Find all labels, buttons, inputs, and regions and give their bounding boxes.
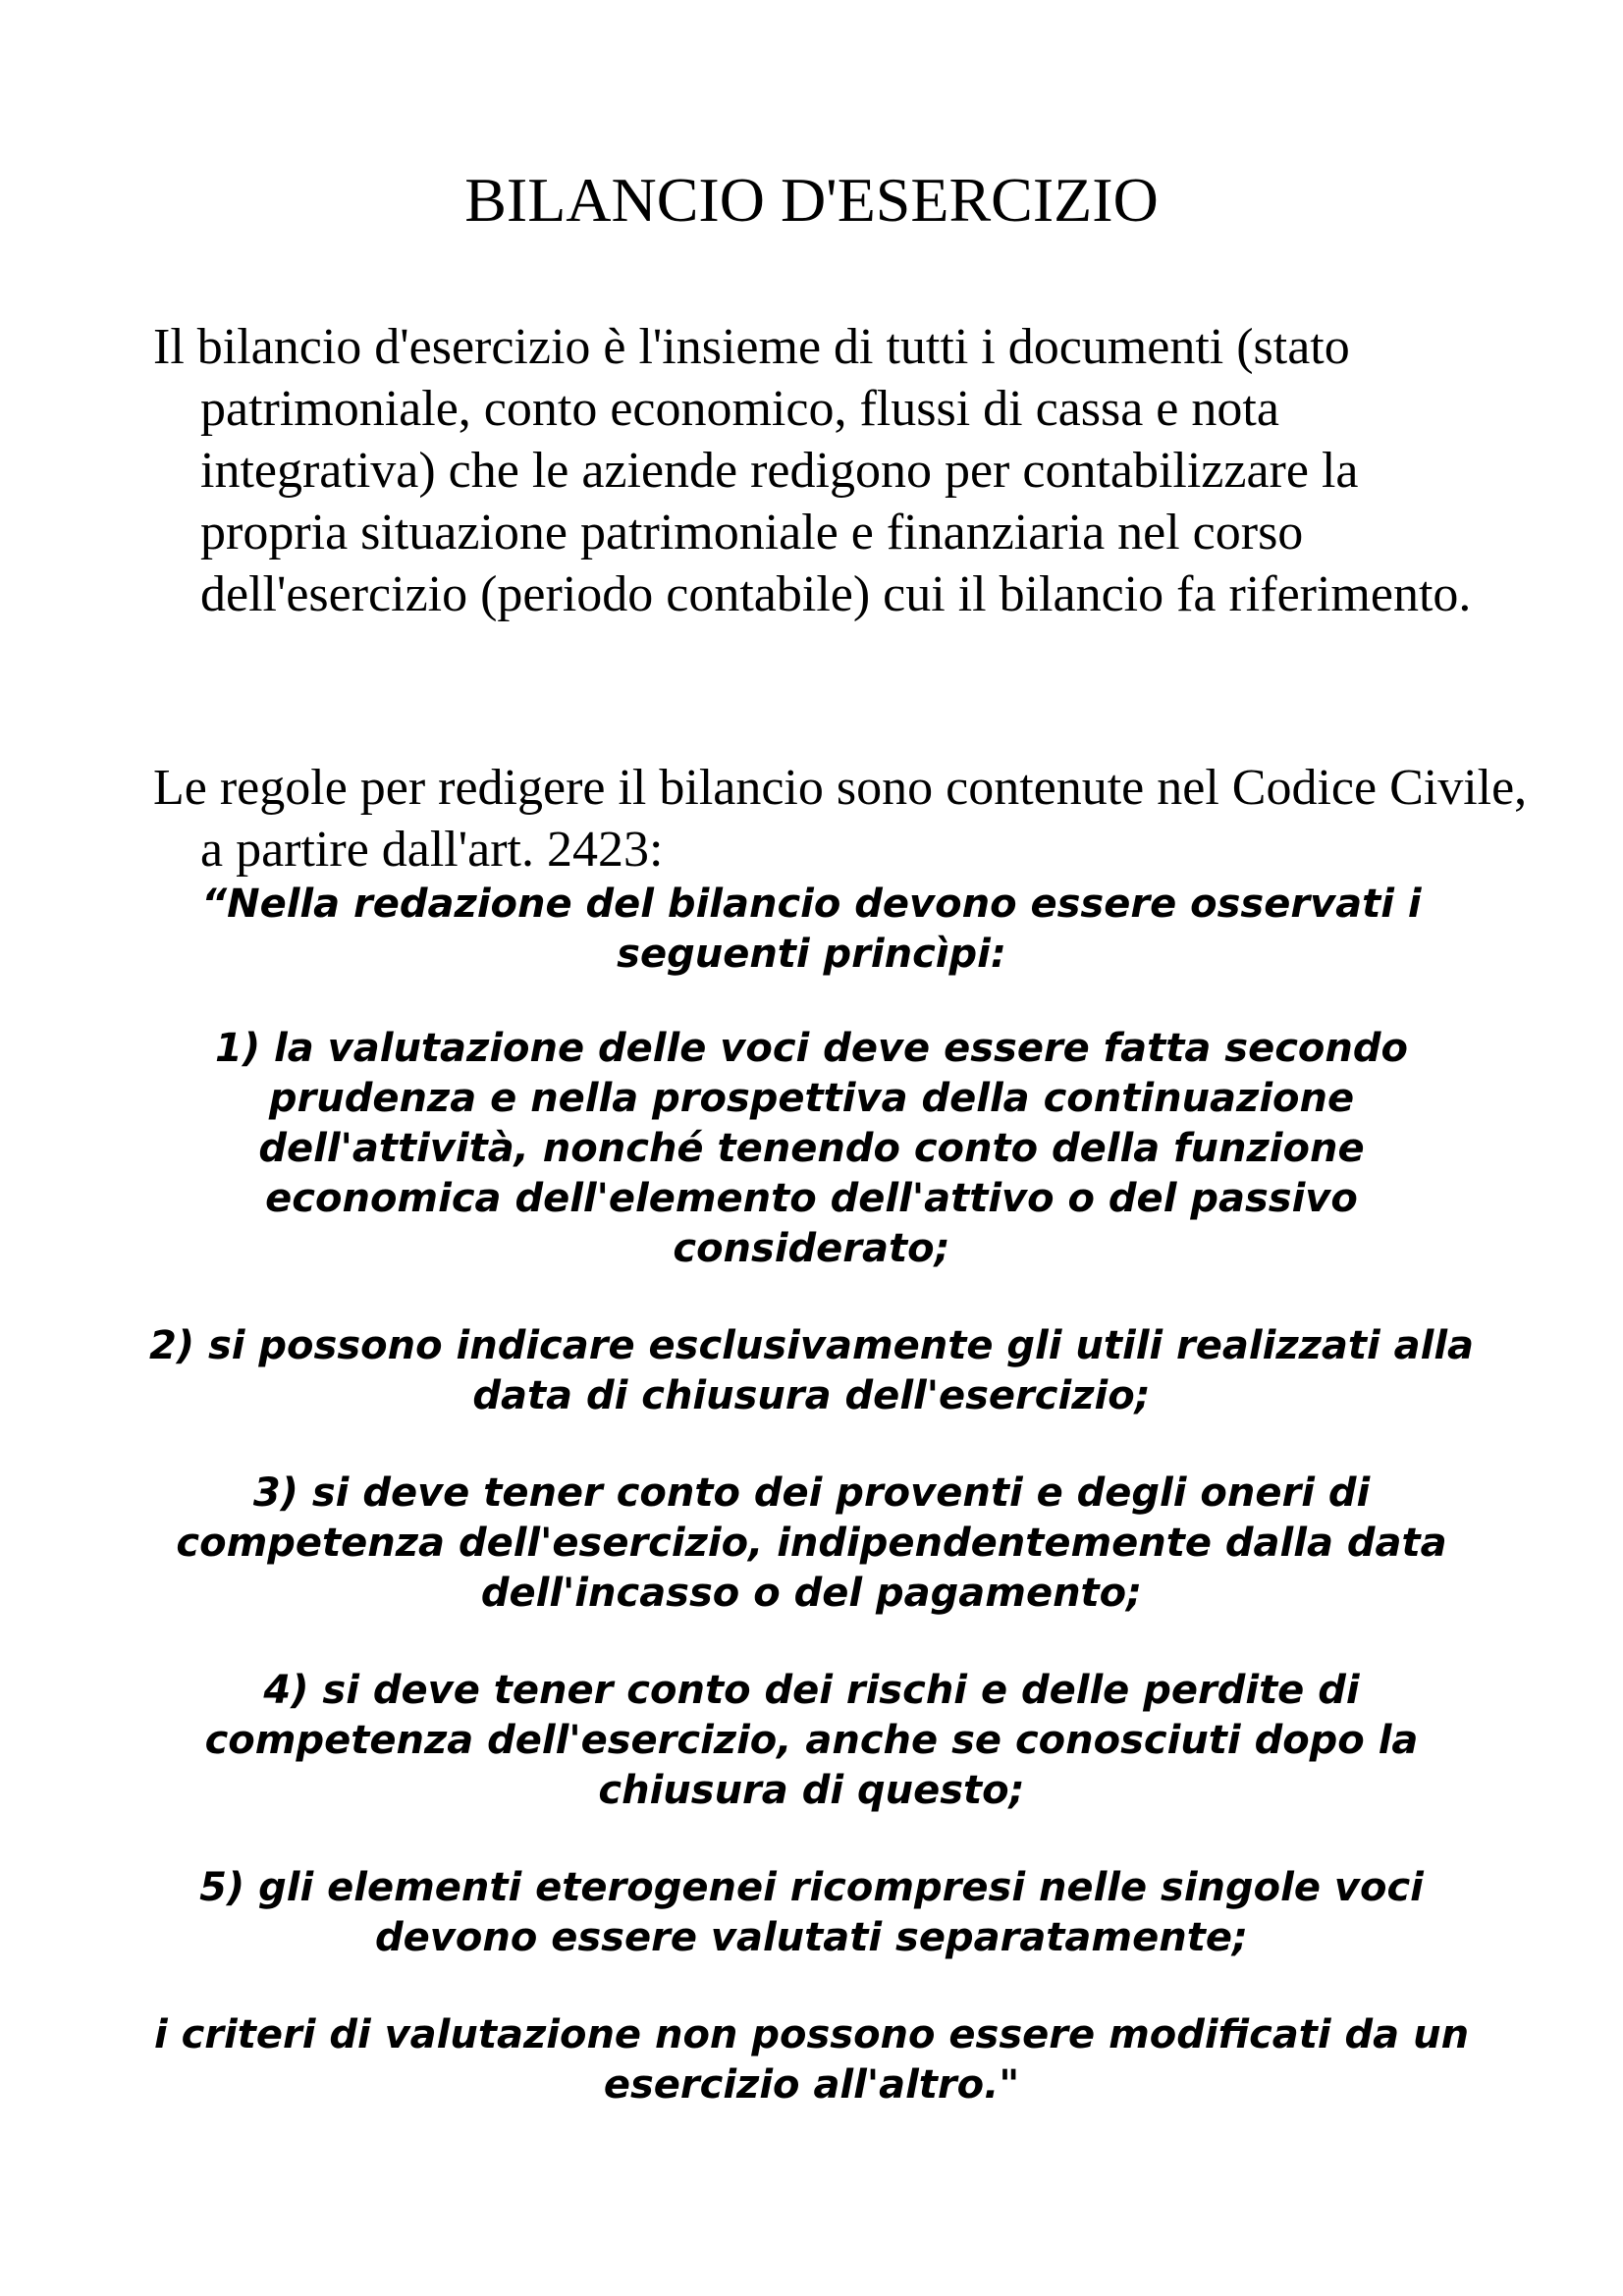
quote-closing: i criteri di valutazione non possono essere modificati da un esercizio all'altro."	[153, 2012, 1470, 2108]
document-title: BILANCIO D'ESERCIZIO	[464, 165, 1159, 235]
paragraph-rules: Le regole per redigere il bilancio sono contenute nel Codice Civile, a partire dall'art. 2423:	[153, 760, 1528, 878]
civil-code-quote	[147, 880, 1476, 2158]
principle-item: 2) si possono indicare esclusivamente gli utili realizzati alla data di chiusura dell'esercizio;	[148, 1323, 1475, 1418]
principle-item: 5) gli elementi eterogenei ricompresi nelle singole voci devono essere valutati separatamente;	[199, 1865, 1424, 1960]
principle-item: 4) si deve tener conto dei rischi e delle perdite di competenza dell'esercizio, anche se conosciuti dopo la chiusura di questo;	[204, 1668, 1419, 1813]
paragraph-definition: Il bilancio d'esercizio è l'insieme di tutti i documenti (stato patrimoniale, conto economico, flussi di cassa e nota integrativa) che le aziende redigono per contabilizzare la propria situazione patrimoniale e finanziaria nel corso dell'esercizio (periodo contabile) cui il bilancio fa riferimento.	[153, 319, 1472, 622]
principle-item: 1) la valutazione delle voci deve essere fatta secondo prudenza e nella prospettiva della continuazione dell'attività, nonché tenendo conto della funzione economica dell'elemento dell'attivo o del passivo considerato;	[215, 1026, 1408, 1271]
principle-item: 3) si deve tener conto dei proventi e degli oneri di competenza dell'esercizio, indipendentemente dalla data dell'incasso o del pagamento;	[176, 1470, 1447, 1616]
quote-intro: “Nella redazione del bilancio devono essere osservati i seguenti princìpi:	[201, 881, 1422, 977]
